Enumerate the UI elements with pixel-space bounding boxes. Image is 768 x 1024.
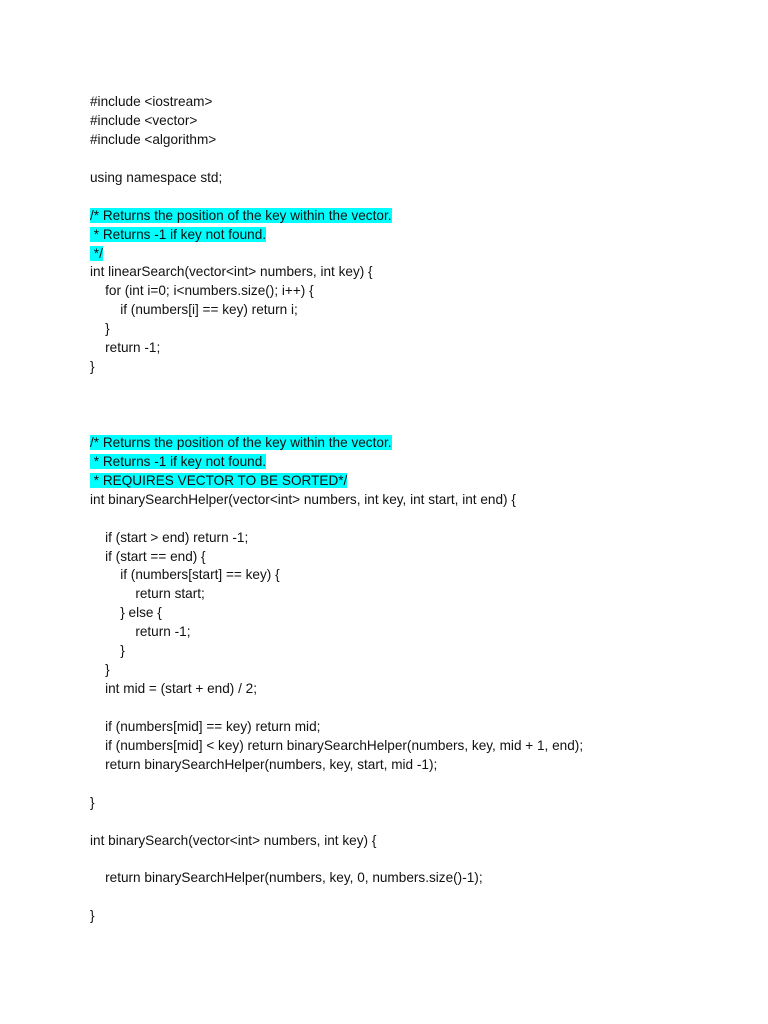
blank-line [90, 888, 730, 907]
code-line [90, 169, 730, 188]
code-line [90, 907, 730, 926]
code-text: } [90, 643, 125, 659]
code-line [90, 358, 730, 377]
highlighted-comment-line [90, 226, 730, 245]
code-line [90, 548, 730, 567]
blank-line [90, 150, 730, 169]
code-text: } else { [90, 605, 162, 621]
code-text: for (int i=0; i<numbers.size(); i++) { [90, 283, 314, 299]
code-text: if (numbers[i] == key) return i; [90, 302, 298, 318]
code-line [90, 680, 730, 699]
blank-line [90, 396, 730, 415]
blank-line [90, 699, 730, 718]
highlighted-comment-line [90, 245, 730, 264]
code-text: int mid = (start + end) / 2; [90, 681, 257, 697]
highlighted-comment-line [90, 207, 730, 226]
blank-line [90, 851, 730, 870]
code-line [90, 93, 730, 112]
code-line [90, 491, 730, 510]
highlighted-comment-line [90, 472, 730, 491]
code-text: } [90, 359, 95, 375]
code-text: return binarySearchHelper(numbers, key, start, mid -1); [90, 756, 438, 772]
code-line [90, 529, 730, 548]
code-line [90, 623, 730, 642]
code-text: #include <iostream> [90, 94, 213, 109]
blank-line [90, 415, 730, 434]
code-text: * Returns -1 if key not found. [90, 226, 267, 242]
code-text: return -1; [90, 340, 161, 356]
blank-line [90, 813, 730, 832]
code-text: } [90, 908, 95, 924]
code-line [90, 756, 730, 775]
code-line [90, 604, 730, 623]
code-text: int binarySearch(vector<int> numbers, int key) { [90, 832, 377, 848]
code-text: if (start == end) { [90, 548, 206, 564]
blank-line [90, 510, 730, 529]
code-line [90, 794, 730, 813]
code-text: #include <vector> [90, 112, 198, 128]
code-line [90, 339, 730, 358]
code-line [90, 737, 730, 756]
code-text: using namespace std; [90, 169, 223, 185]
code-text: if (numbers[mid] == key) return mid; [90, 718, 321, 734]
code-text: return -1; [90, 624, 191, 640]
code-text: } [90, 662, 110, 678]
code-text: if (start > end) return -1; [90, 529, 249, 545]
code-line [90, 642, 730, 661]
code-line [90, 718, 730, 737]
code-line [90, 585, 730, 604]
code-text: * REQUIRES VECTOR TO BE SORTED*/ [90, 472, 348, 488]
code-text: } [90, 321, 110, 337]
code-line [90, 282, 730, 301]
blank-line [90, 775, 730, 794]
code-line [90, 869, 730, 888]
code-text: return start; [90, 586, 205, 602]
code-line [90, 131, 730, 150]
blank-line [90, 377, 730, 396]
highlighted-comment-line [90, 453, 730, 472]
code-line [90, 566, 730, 585]
code-text: /* Returns the position of the key within the vector. [90, 434, 392, 450]
code-text: int binarySearchHelper(vector<int> numbers, int key, int start, int end) { [90, 491, 516, 507]
code-line [90, 320, 730, 339]
code-text: /* Returns the position of the key within the vector. [90, 207, 392, 223]
code-line [90, 832, 730, 851]
code-line [90, 263, 730, 282]
code-text: } [90, 794, 95, 810]
code-listing [90, 93, 730, 926]
code-line [90, 112, 730, 131]
code-text: return binarySearchHelper(numbers, key, 0, numbers.size()-1); [90, 870, 483, 886]
blank-line [90, 188, 730, 207]
code-text: if (numbers[start] == key) { [90, 567, 280, 583]
code-text: if (numbers[mid] < key) return binarySearchHelper(numbers, key, mid + 1, end); [90, 737, 584, 753]
code-line [90, 661, 730, 680]
code-text: * Returns -1 if key not found. [90, 453, 267, 469]
code-text: #include <algorithm> [90, 131, 217, 147]
code-text: int linearSearch(vector<int> numbers, int key) { [90, 264, 373, 280]
code-line [90, 301, 730, 320]
highlighted-comment-line [90, 434, 730, 453]
code-text: */ [90, 245, 103, 261]
